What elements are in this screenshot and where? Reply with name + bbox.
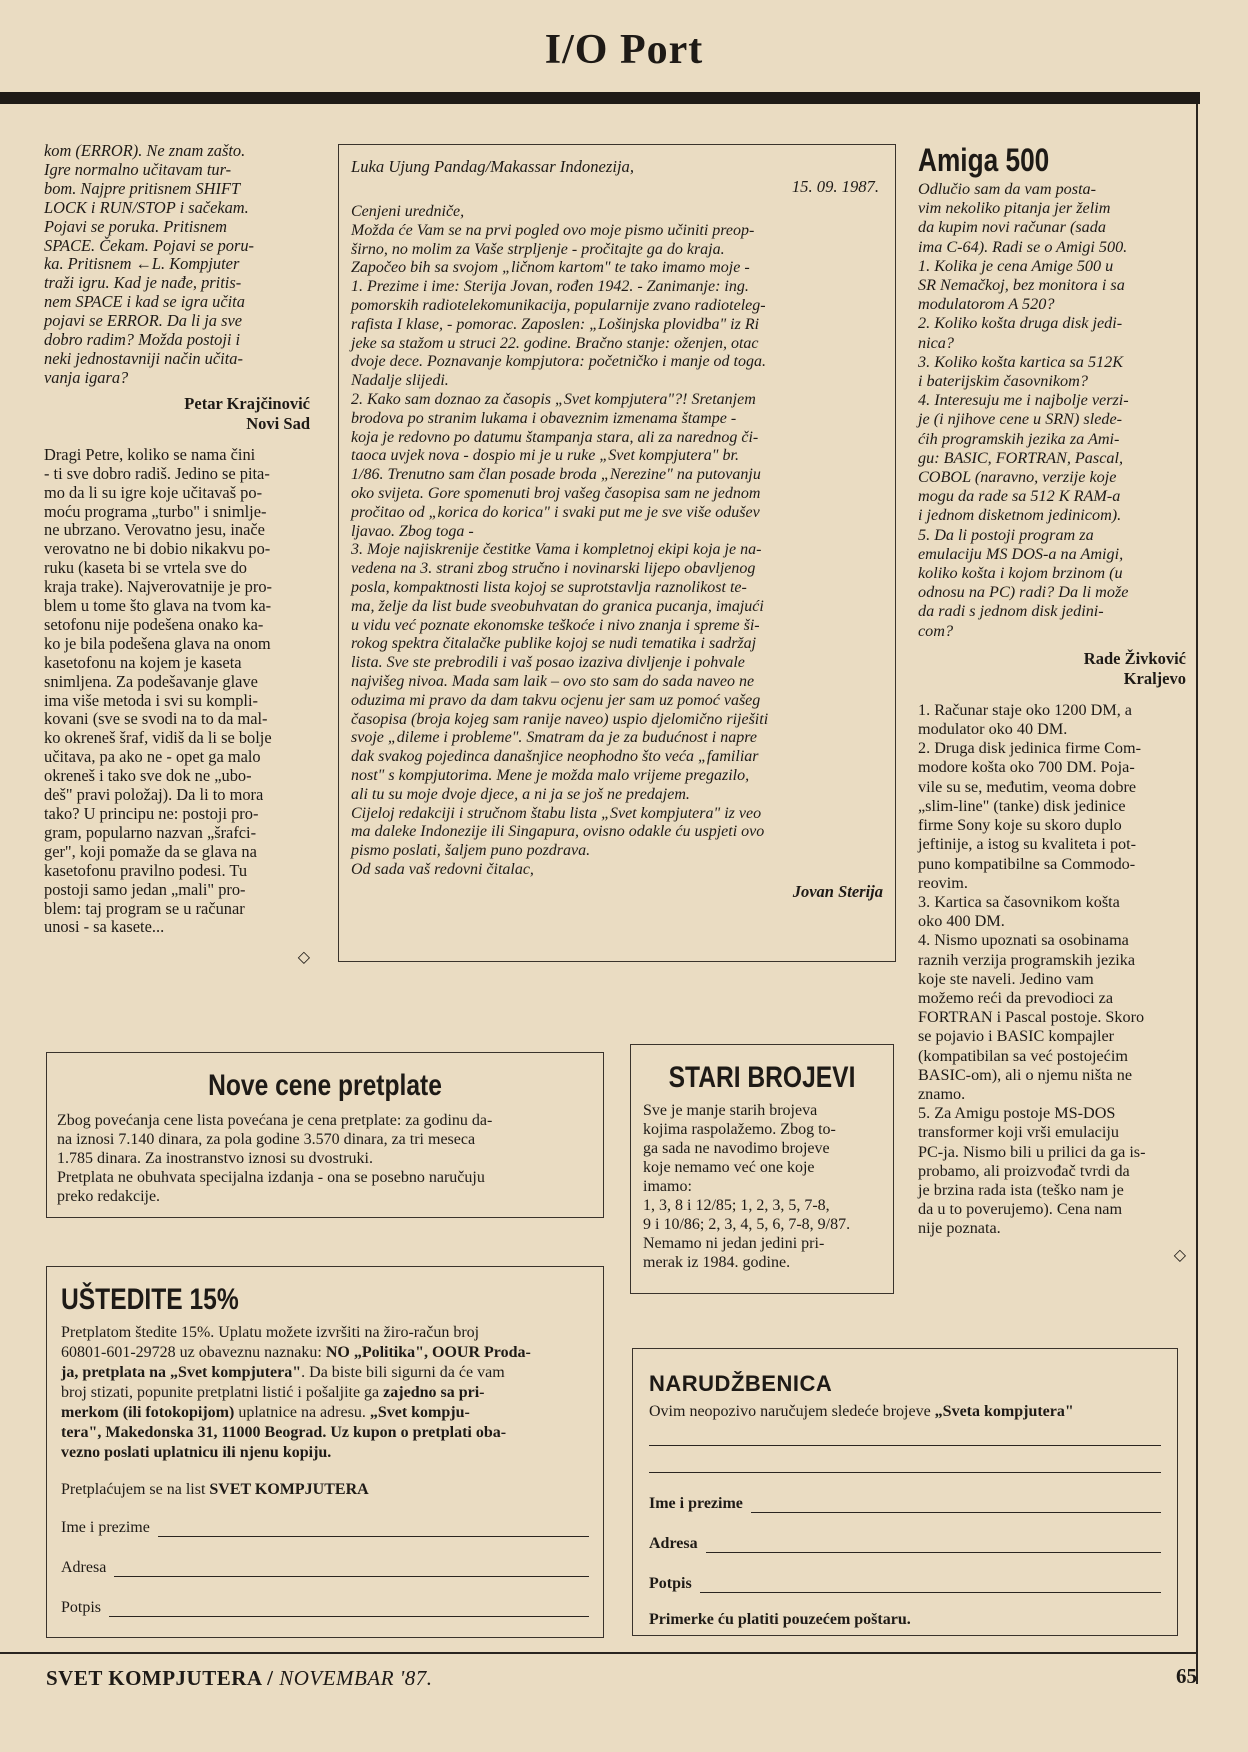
letter-line: ma daleke Indonezije ili Singapura, ovisno odakle ću uspjeti ovo bbox=[351, 823, 765, 841]
letter-line: jeke sa stažom u struci 22. godine. Bračno stanje: oženjen, otac bbox=[351, 334, 759, 352]
answer-line: vile su se, međutim, veoma dobre bbox=[918, 777, 1137, 796]
question-line: i jednom disketnom jedinicom). bbox=[918, 506, 1122, 525]
answer-line: firme Sony koje su skoro duplo bbox=[918, 816, 1122, 835]
answer-line: 1. Računar staje oko 1200 DM, a bbox=[918, 700, 1132, 719]
letter-line: ali tu su moje dvoje djece, a ni ja se još ne predajem. bbox=[351, 785, 690, 803]
answer-line: raznih verzija programskih jezika bbox=[918, 950, 1136, 969]
header-rule bbox=[0, 92, 1200, 104]
answer-line: modore košta oko 700 DM. Poja- bbox=[918, 758, 1135, 777]
letter-line: Započeo bih sa svojom „ličnom kartom" te tako imamo moje - bbox=[351, 259, 750, 277]
letter-line: vedena na 3. strani zbog stručno i novinarski lijepo obavljenog bbox=[351, 560, 756, 578]
answer-line: ger", koji pomaže da se glava na bbox=[44, 841, 257, 861]
letter-line: dobro radim? Možda postoji i bbox=[44, 330, 241, 350]
right-frame-line bbox=[1196, 104, 1198, 1684]
subscription-line: na iznosi 7.140 dinara, za pola godine 3.570 dinara, za tri meseca bbox=[57, 1131, 476, 1148]
answer-line: ne ubrzano. Verovatno jesu, inače bbox=[44, 520, 265, 540]
answer-line: je brzina rada ista (teško nam je bbox=[918, 1180, 1124, 1199]
letter-line: 2. Kako sam doznao za časopis „Svet kompjutera"?! Sretanjem bbox=[351, 390, 756, 408]
subscription-text bbox=[47, 1105, 603, 1206]
letter-line: koja je redovno po datumu štampanja stara, ali za narednog či- bbox=[351, 428, 759, 446]
amiga-answer bbox=[918, 701, 1186, 1239]
save-line: 60801-601-29728 uz obaveznu naznaku: NO „Politika", OOUR Proda- bbox=[61, 1344, 531, 1361]
save-line: vezno poslati uplatnicu ili njenu kopiju. bbox=[61, 1444, 332, 1461]
answer-line: 3. Kartica sa časovnikom košta bbox=[918, 892, 1120, 911]
answer-line: tako? U principu ne: postoji pro- bbox=[44, 804, 259, 823]
answer-line: Dragi Petre, koliko se nama čini bbox=[44, 444, 256, 464]
save-line: ja, pretplata na „Svet kompjutera". Da biste bili sigurni da će vam bbox=[61, 1364, 505, 1381]
answer-line: - ti sve dobro radiš. Jedino se pita- bbox=[44, 463, 270, 483]
amiga-heading: Amiga 500 bbox=[918, 142, 1050, 178]
subscription-line: preko redakcije. bbox=[57, 1188, 161, 1205]
question-line: odnosu na PC) radi? Da li može bbox=[918, 583, 1129, 602]
answer-line: setofonu nije podešena onako ka- bbox=[44, 614, 264, 634]
letter-line: Cenjeni uredniče, bbox=[351, 203, 465, 220]
answer-line: kraja trake). Najverovatnije je pro- bbox=[44, 577, 272, 597]
letter-date: 15. 09. 1987. bbox=[791, 177, 879, 196]
question-line: je (i njihove cene u SRN) slede- bbox=[918, 410, 1123, 429]
question-line: mogu da rade sa 512 K RAM-a bbox=[918, 487, 1121, 506]
amiga-column bbox=[918, 140, 1186, 1265]
subscription-line: Zbog povećanja cene lista povećana je cena pretplate: za godinu da- bbox=[57, 1112, 493, 1129]
answer-line: „slim-line" (tanke) disk jedinice bbox=[918, 796, 1126, 815]
answer-line: gram, popularno nazvan „šrafci- bbox=[44, 822, 257, 842]
answer-line: znamo. bbox=[918, 1084, 966, 1103]
answer-line: okreneš i tako sve dok ne „ubo- bbox=[44, 766, 252, 786]
editor-answer bbox=[44, 446, 310, 938]
back-issues-line: koje nemamo već one koje bbox=[643, 1159, 815, 1176]
back-issues-line: imamo: bbox=[643, 1178, 692, 1195]
reader-letter-box bbox=[338, 144, 896, 962]
answer-line: da u to poverujemo). Cena nam bbox=[918, 1200, 1123, 1219]
answer-line: BASIC-om), ali o njemu ništa ne bbox=[918, 1065, 1133, 1084]
subscription-prices-box bbox=[46, 1052, 604, 1218]
issue-date: NOVEMBAR '87. bbox=[279, 1666, 433, 1690]
save-line: merkom (ili fotokopijom) uplatnice na adresu. „Svet kompju- bbox=[61, 1404, 470, 1421]
answer-line: kovani (sve se svodi na to da mal- bbox=[44, 709, 268, 729]
answer-line: ruku (kaseta bi se vrtela sve do bbox=[44, 558, 247, 578]
letter-line: lista. Sve ste prebrodili i vaš posao izaziva divljenje i pohvale bbox=[351, 654, 745, 672]
subscription-line: Pretplata ne obuhvata specijalna izdanja - ona se posebno naručuju bbox=[57, 1169, 485, 1186]
magazine-name: SVET KOMPJUTERA / bbox=[46, 1666, 274, 1690]
letter-line: bom. Najpre pritisnem SHIFT bbox=[44, 178, 241, 198]
question-line: 5. Da li postoji program za bbox=[918, 525, 1094, 544]
answer-line: se pojavio i BASIC kompajler bbox=[918, 1027, 1115, 1046]
answer-line: ima više metoda i svi su kompli- bbox=[44, 690, 258, 710]
answer-line: ko je bila podešena glava na onom bbox=[44, 633, 271, 653]
end-mark-icon: ◇ bbox=[1173, 1246, 1186, 1264]
letter-line: dvoje dece. Poznavanje kompjutora: početničko i manje od toga. bbox=[351, 353, 766, 371]
order-issues-line[interactable] bbox=[649, 1427, 1161, 1446]
amiga-signature-name: Rade Živković bbox=[1083, 648, 1186, 668]
letter-line: nost" s kompjutorima. Mene je možda malo vrijeme pregazilo, bbox=[351, 766, 750, 784]
answer-line: probamo, ali proizvođač tvrdi da bbox=[918, 1161, 1130, 1180]
answer-line: učitava, pa ako ne - opet ga malo bbox=[44, 747, 261, 767]
back-issues-line: 9 i 10/86; 2, 3, 4, 5, 6, 7-8, 9/87. bbox=[643, 1216, 851, 1233]
signature-city: Novi Sad bbox=[246, 413, 310, 433]
question-line: vim nekoliko pitanja jer želim bbox=[918, 199, 1111, 218]
subscription-coupon bbox=[46, 1266, 604, 1638]
answer-line: 5. Za Amigu postoje MS-DOS bbox=[918, 1104, 1116, 1123]
question-line: 3. Koliko košta kartica sa 512K bbox=[918, 352, 1124, 371]
answer-line: nije poznata. bbox=[918, 1219, 1001, 1238]
answer-line: deš" pravi položaj). Da li to mora bbox=[44, 785, 264, 805]
letter-line: pomorskih radiotelekomunikacija, popularnije zvano radioteleg- bbox=[351, 296, 766, 314]
save-line: broj stizati, popunite pretplatni listić i pošaljite ga zajedno sa pri- bbox=[61, 1384, 485, 1401]
answer-line: blem u tome što glava na tvom ka- bbox=[44, 596, 272, 616]
answer-line: oko 400 DM. bbox=[918, 912, 1005, 931]
back-issues-line: merak iz 1984. godine. bbox=[643, 1254, 791, 1271]
letter-place: Luka Ujung Pandag/Makassar Indonezija, bbox=[351, 157, 635, 176]
question-line: da kupim novi računar (sada bbox=[918, 218, 1106, 237]
save-heading: UŠTEDITE 15% bbox=[61, 1283, 239, 1316]
answer-line: snimljena. Za podešavanje glave bbox=[44, 671, 258, 691]
letter-line: pojavi se ERROR. Da li ja sve bbox=[44, 311, 243, 331]
back-issues-line: 1, 3, 8 i 12/85; 1, 2, 3, 5, 7-8, bbox=[643, 1197, 830, 1214]
letter-line: dak svakog pojedinca današnjice neophodno što veća „familiar bbox=[351, 748, 759, 766]
page-number: 65 bbox=[1176, 1664, 1197, 1688]
question-line: nica? bbox=[918, 333, 954, 352]
letter-line: brodova po stranim lukama i obaveznim izmenama štampe - bbox=[351, 409, 737, 427]
question-line: da radi s jednom disk jedini- bbox=[918, 602, 1104, 621]
answer-line: puno kompatibilne sa Commodo- bbox=[918, 854, 1136, 873]
order-heading: NARUDŽBENICA bbox=[649, 1371, 833, 1396]
order-intro: Ovim neopozivo naručujem sledeće brojeve „Sveta kompjutera" bbox=[649, 1403, 1074, 1420]
back-issues-line: ga sada ne navodimo brojeve bbox=[643, 1140, 830, 1157]
letter-line: Od sada vaš redovni čitalac, bbox=[351, 860, 534, 878]
reader-letter bbox=[44, 142, 310, 388]
answer-line: unosi - sa kasete... bbox=[44, 917, 165, 937]
answer-line: kasetofonu pravilno podesi. Tu bbox=[44, 860, 248, 880]
coupon-name-field[interactable]: Ime i prezime bbox=[61, 1519, 589, 1537]
letter-line: 1/86. Trenutno sam član posade broda „Nerezine" na putovanju bbox=[351, 466, 761, 484]
answer-line: jeftinije, a istog su kvaliteta i pot- bbox=[918, 835, 1137, 854]
answer-line: transformer koji vrši emulaciju bbox=[918, 1123, 1119, 1142]
answer-line: modulator oko 40 DM. bbox=[918, 720, 1068, 739]
question-line: emulaciju MS DOS-a na Amigi, bbox=[918, 544, 1124, 563]
answer-line: blem: taj program se u računar bbox=[44, 898, 245, 918]
letter-line: traži igru. Kad je nađe, pritis- bbox=[44, 273, 242, 293]
order-footer: Primerke ću platiti pouzećem poštaru. bbox=[649, 1611, 911, 1628]
letter-line: 1. Prezime i ime: Sterija Jovan, rođen 1942. - Zanimanje: ing. bbox=[351, 278, 749, 296]
magazine-footer bbox=[46, 1666, 433, 1691]
letter-line: pismo poslati, šaljem puno pozdrava. bbox=[351, 842, 591, 860]
letter-line: Nadalje slijedi. bbox=[351, 372, 449, 390]
question-line: ima C-64). Radi se o Amigi 500. bbox=[918, 237, 1128, 256]
letter-line: u vidu već poznate ekonomske teškoće i nivo znanja i spreme ši- bbox=[351, 616, 760, 634]
answer-line: 2. Druga disk jedinica firme Com- bbox=[918, 739, 1141, 758]
letter-line: ljavao. Zbog toga - bbox=[351, 522, 474, 540]
letter-line: ma, želje da list bude sveobuhvatan do granica pucanja, imajući bbox=[351, 597, 764, 615]
back-issues-text bbox=[631, 1097, 893, 1272]
answer-line: mo da li su igre koje učitavaš po- bbox=[44, 482, 263, 502]
question-line: 2. Koliko košta druga disk jedi- bbox=[918, 314, 1123, 333]
save-text bbox=[61, 1323, 589, 1463]
answer-line: reovim. bbox=[918, 873, 968, 892]
answer-line: kasetofonu na kojem je kaseta bbox=[44, 652, 242, 672]
answer-line: postoji samo jedan „mali" pro- bbox=[44, 879, 246, 899]
answer-line: moću programa „turbo" i snimlje- bbox=[44, 501, 267, 521]
page-title: I/O Port bbox=[544, 27, 704, 73]
back-issues-line: Nemamo ni jedan jedini pri- bbox=[643, 1235, 825, 1252]
back-issues-heading: STARI BROJEVI bbox=[668, 1061, 856, 1094]
question-line: com? bbox=[918, 621, 954, 640]
letter-line: vanja igara? bbox=[44, 367, 129, 387]
subscription-line: 1.785 dinara. Za inostranstvo iznosi su dvostruki. bbox=[57, 1150, 373, 1167]
back-issues-box bbox=[630, 1044, 894, 1294]
order-name-field[interactable]: Ime i prezime bbox=[649, 1495, 1161, 1513]
end-mark-icon: ◇ bbox=[297, 949, 310, 967]
left-column bbox=[44, 142, 310, 968]
answer-line: verovatno ne bi dobio nikakvu po- bbox=[44, 539, 271, 559]
letter-line: nem SPACE i kad se igra učita bbox=[44, 292, 245, 312]
save-line: Pretplatom štedite 15%. Uplatu možete izvršiti na žiro-račun broj bbox=[61, 1324, 480, 1341]
letter-line: pročitao od „korica do korica" i svaki put me je sve više odušev bbox=[351, 503, 760, 521]
letter-line: 3. Moje najiskrenije čestitke Vama i kompletnoj ekipi koja je na- bbox=[351, 541, 762, 559]
answer-line: FORTRAN i Pascal postoje. Skoro bbox=[918, 1008, 1145, 1027]
answer-line: (kompatibilan sa već postojećim bbox=[918, 1046, 1128, 1065]
subscribe-line: Pretplaćujem se na list SVET KOMPJUTERA bbox=[61, 1481, 369, 1498]
question-line: koliko košta i kojom brzinom (u bbox=[918, 564, 1123, 583]
letter-line: ka. Pritisnem ←L. Kompjuter bbox=[44, 254, 240, 274]
question-line: gu: BASIC, FORTRAN, Pascal, bbox=[918, 448, 1124, 467]
question-line: 4. Interesuju me i najbolje verzi- bbox=[918, 391, 1129, 410]
answer-line: možemo reći da prevodioci za bbox=[918, 988, 1114, 1007]
order-issues-line[interactable] bbox=[649, 1454, 1161, 1473]
back-issues-line: kojima raspolažemo. Zbog to- bbox=[643, 1121, 836, 1138]
order-form bbox=[632, 1348, 1178, 1636]
letter-line: rokog spektra čitalačke publike kojoj se nudi tematika i sadržaj bbox=[351, 635, 757, 653]
question-line: 1. Kolika je cena Amige 500 u bbox=[918, 256, 1114, 275]
answer-line: PC-ja. Nismo bili u prilici da ga is- bbox=[918, 1142, 1146, 1161]
order-address-field[interactable]: Adresa bbox=[649, 1535, 1161, 1553]
back-issues-line: Sve je manje starih brojeva bbox=[643, 1102, 818, 1119]
question-line: i baterijskim časovnikom? bbox=[918, 372, 1088, 391]
amiga-question bbox=[918, 180, 1186, 641]
question-line: Odlučio sam da vam posta- bbox=[918, 180, 1097, 198]
bottom-frame-line bbox=[0, 1652, 1198, 1654]
subscription-heading: Nove cene pretplate bbox=[208, 1069, 442, 1102]
letter-line: širno, no molim za Vaše strpljenje - pročitajte ga do kraja. bbox=[351, 240, 725, 258]
letter-line: rafista I klase, - pomorac. Zaposlen: „Lošinjska plovidba" iz Ri bbox=[351, 315, 760, 333]
question-line: modulatorom A 520? bbox=[918, 295, 1055, 314]
letter-body bbox=[351, 203, 883, 880]
question-line: ćih programskih jezika za Ami- bbox=[918, 429, 1120, 448]
letter-signature: Jovan Sterija bbox=[792, 881, 883, 901]
letter-line: Pojavi se poruka. Pritisnem bbox=[44, 216, 228, 236]
letter-line: neki jednostavniji način učita- bbox=[44, 348, 243, 368]
answer-line: ko okreneš šraf, vidiš da li se bolje bbox=[44, 728, 272, 748]
coupon-address-field[interactable]: Adresa bbox=[61, 1559, 589, 1577]
letter-line: časopisa (broja kojeg sam ranije naveo) uspio djelomično riješiti bbox=[351, 710, 769, 728]
answer-line: 4. Nismo upoznati sa osobinama bbox=[918, 931, 1129, 950]
amiga-signature-city: Kraljevo bbox=[1123, 668, 1186, 688]
letter-line: taoca uvjek nova - dospio mi je u ruke „Svet kompjutera" br. bbox=[351, 447, 739, 465]
letter-line: SPACE. Čekam. Pojavi se poru- bbox=[44, 235, 255, 255]
letter-line: oduzima mi pravo da dam takvu ocjenu jer sam uz pomoć vašeg bbox=[351, 691, 761, 709]
letter-line: oko svijeta. Gore spomenuti broj vašeg časopisa sam ne jednom bbox=[351, 484, 761, 502]
letter-line: LOCK i RUN/STOP i sačekam. bbox=[44, 197, 249, 217]
answer-line: koje ste naveli. Jedino vam bbox=[918, 969, 1094, 988]
letter-line: Igre normalno učitavam tur- bbox=[44, 159, 232, 179]
letter-line: kom (ERROR). Ne znam zašto. bbox=[44, 141, 246, 160]
question-line: COBOL (naravno, verzije koje bbox=[918, 468, 1117, 487]
letter-line: svoje „dileme i probleme". Smatram da je za budućnost i napre bbox=[351, 729, 757, 747]
letter-line: Cijeloj redakciji i stručnom štabu lista „Svet kompjutera" iz veo bbox=[351, 804, 762, 822]
letter-line: Možda će Vam se na prvi pogled ovo moje pismo učiniti preop- bbox=[351, 221, 755, 239]
question-line: SR Nemačkoj, bez monitora i sa bbox=[918, 276, 1125, 295]
signature-name: Petar Krajčinović bbox=[184, 393, 310, 413]
order-signature-field[interactable]: Potpis bbox=[649, 1575, 1161, 1593]
coupon-signature-field[interactable]: Potpis bbox=[61, 1599, 589, 1617]
save-line: tera", Makedonska 31, 11000 Beograd. Uz kupon o pretplati oba- bbox=[61, 1424, 507, 1441]
letter-line: posla, kompaktnosti lista kojoj se suprotstavlja raznolikost te- bbox=[351, 578, 747, 596]
letter-line: najvišeg nivoa. Mada sam laik – ovo sto sam do sada naveo ne bbox=[351, 672, 755, 690]
